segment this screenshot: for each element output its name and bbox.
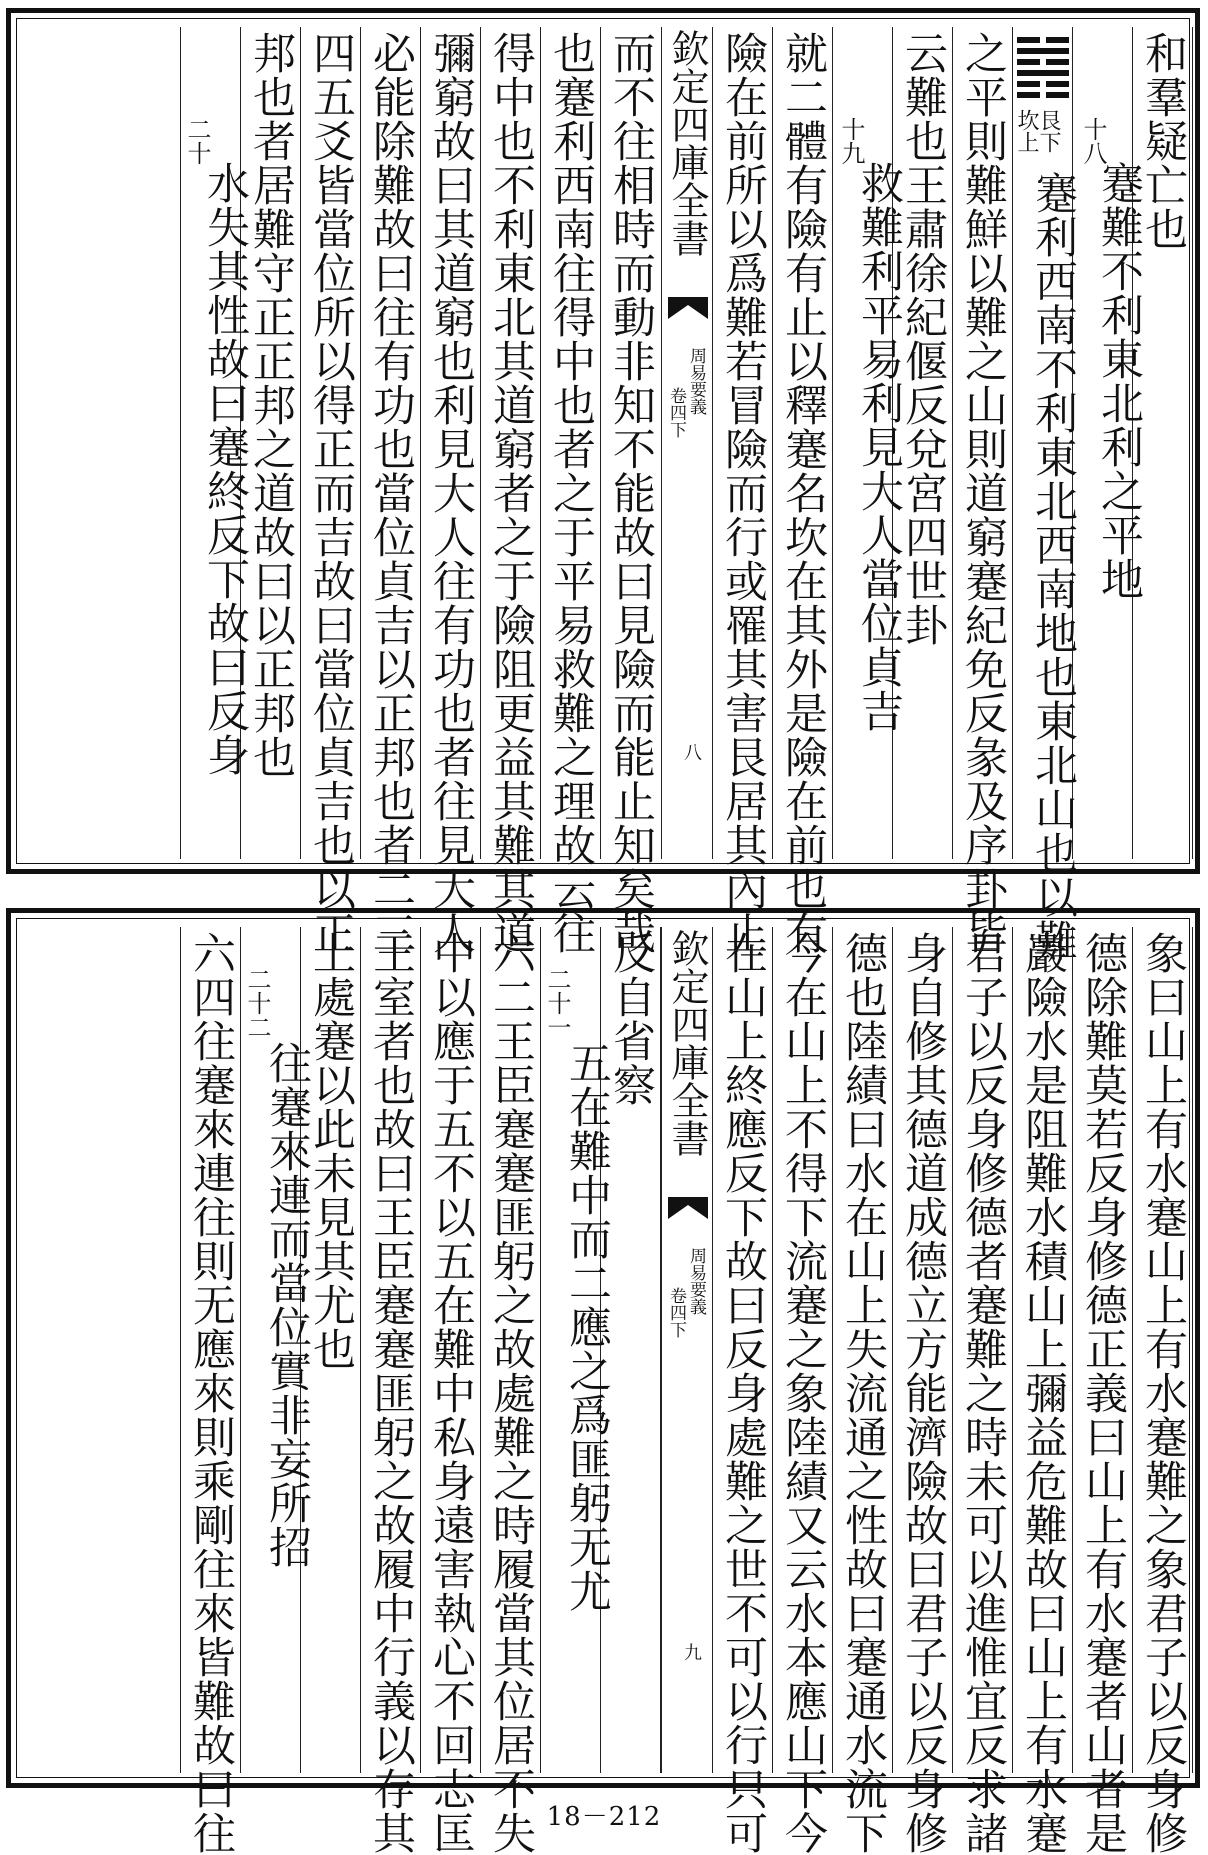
hexagram-label: 艮下坎上 [1014, 109, 1061, 153]
text-column [713, 927, 773, 1855]
column-text: 德除難莫若反身修德正義曰山上有水蹇者山者是 [1078, 931, 1128, 1855]
section-number: 二十二 [243, 967, 271, 1039]
book-name: 周易要義 [686, 1247, 706, 1315]
section-number: 二十 [183, 117, 211, 165]
column-text: 而不往相時而動非知不能故曰見險而能止知矣哉 [606, 31, 656, 955]
column-text: 在山上終應反下故曰反身處難之世不可以行只可 [718, 931, 768, 1855]
spine-title: 欽定四庫全書 [665, 29, 709, 257]
text-column [301, 27, 361, 955]
column-text: 救難利平易利見大人當位貞吉 [854, 161, 904, 733]
column-text: 中以應于五不以五在難中私身遠害執心不回志匡 [426, 931, 476, 1855]
text-column [773, 927, 833, 1855]
page-footer-number: 18－212 [546, 1802, 662, 1832]
text-column [1073, 927, 1133, 1855]
upper-page-panel [6, 8, 1200, 963]
column-text: 和羣疑亡也 [1138, 31, 1188, 251]
column-text: 巖險水是阻難水積山上彌益危難故曰山上有水蹇 [1018, 931, 1068, 1855]
text-column [1013, 27, 1078, 963]
column-text: 邦也者居難守正正邦之道故曰以正邦也 [246, 31, 296, 779]
text-column [953, 27, 1013, 955]
hexagram-symbol [1017, 37, 1069, 103]
text-column [1013, 927, 1073, 1855]
column-text: 德也陸績曰水在山上失流通之性故曰蹇通水流下 [838, 931, 888, 1855]
text-column [361, 927, 421, 1855]
text-column [181, 927, 241, 1855]
text-column [241, 927, 312, 1773]
text-column [893, 927, 953, 1855]
column-text: 四五爻皆當位所以得正而吉故曰當位貞吉也以正 [306, 31, 356, 955]
text-column [713, 27, 773, 955]
page-number-center: 八 [681, 743, 702, 761]
section-number: 十九 [837, 117, 865, 165]
column-text: 反自省察 [606, 931, 656, 1107]
column-text: 云難也王肅徐紀偃反兌宮四世卦 [898, 31, 948, 647]
column-text: 六二王臣蹇蹇匪躬之故處難之時履當其位居不失 [486, 931, 536, 1855]
book-name: 周易要義 [686, 347, 706, 415]
fish-tail-mark [668, 1197, 708, 1219]
column-text: 王室者也故曰王臣蹇蹇匪躬之故履中行義以存其 [366, 931, 416, 1855]
column-text: 就二體有險有止以釋蹇名坎在其外是險在前也有 [778, 31, 828, 955]
center-spine [661, 927, 713, 1773]
column-text: 也蹇利西南往得中也者之于平易救難之理故云往 [546, 31, 596, 955]
fish-tail-mark [668, 297, 708, 319]
text-column [421, 27, 481, 955]
column-text: 得中也不利東北其道窮者之于險阻更益其難其道 [486, 31, 536, 955]
column-text: 之平則難鮮以難之山則道窮蹇紀免反彖及序卦皆 [958, 31, 1008, 955]
text-column [953, 927, 1013, 1855]
blank-column [21, 27, 181, 859]
volume-label: 卷四下 [666, 1287, 686, 1338]
spine-title: 欽定四庫全書 [665, 929, 709, 1157]
column-text: 今在山上不得下流蹇之象陸績又云水本應山下今 [778, 931, 828, 1855]
column-text: 往蹇來連而當位實非妄所招 [262, 1041, 312, 1569]
text-column [361, 27, 421, 955]
text-column [181, 27, 250, 859]
text-column [833, 27, 904, 859]
center-spine [661, 27, 713, 859]
column-text: 君子以反身修德者蹇難之時未可以進惟宜反求諸 [958, 931, 1008, 1855]
column-text: 象曰山上有水蹇山上有水蹇難之象君子以反身修 [1138, 931, 1188, 1855]
text-column [601, 27, 661, 955]
text-column [773, 27, 833, 955]
text-column [541, 927, 612, 1773]
column-text: 必能除難故曰往有功也當位貞吉以正邦也者二三 [366, 31, 416, 955]
column-text: 五在難中而二應之爲匪躬无尤 [562, 1041, 612, 1613]
volume-label: 卷四下 [666, 387, 686, 438]
column-text: 水失其性故曰蹇終反下故曰反身 [200, 161, 250, 777]
text-column [1133, 927, 1193, 1855]
column-text: 身自修其德道成德立方能濟險故曰君子以反身修 [898, 931, 948, 1855]
column-text: 蹇利西南不利東北西南地也東北山也以難 [1028, 171, 1078, 963]
blank-column [21, 927, 181, 1773]
column-text: 六四往蹇來連往則无應來則乘剛往來皆難故曰往 [186, 931, 236, 1855]
page-number-center: 九 [681, 1643, 702, 1661]
text-column [421, 927, 481, 1855]
text-column [481, 927, 541, 1855]
text-column [833, 927, 893, 1855]
column-text: 彌窮故曰其道窮也利見大人往有功也者往見大人 [426, 31, 476, 955]
text-column [541, 27, 601, 955]
column-text: 上處蹇以此未見其尤也 [306, 931, 356, 1371]
column-text: 險在前所以爲難若冒險而行或罹其害艮居其內止 [718, 31, 768, 955]
section-number: 十八 [1079, 117, 1107, 165]
text-column [481, 27, 541, 955]
column-text: 蹇難不利東北利之平地 [1094, 161, 1144, 601]
section-number: 二十一 [543, 967, 571, 1039]
